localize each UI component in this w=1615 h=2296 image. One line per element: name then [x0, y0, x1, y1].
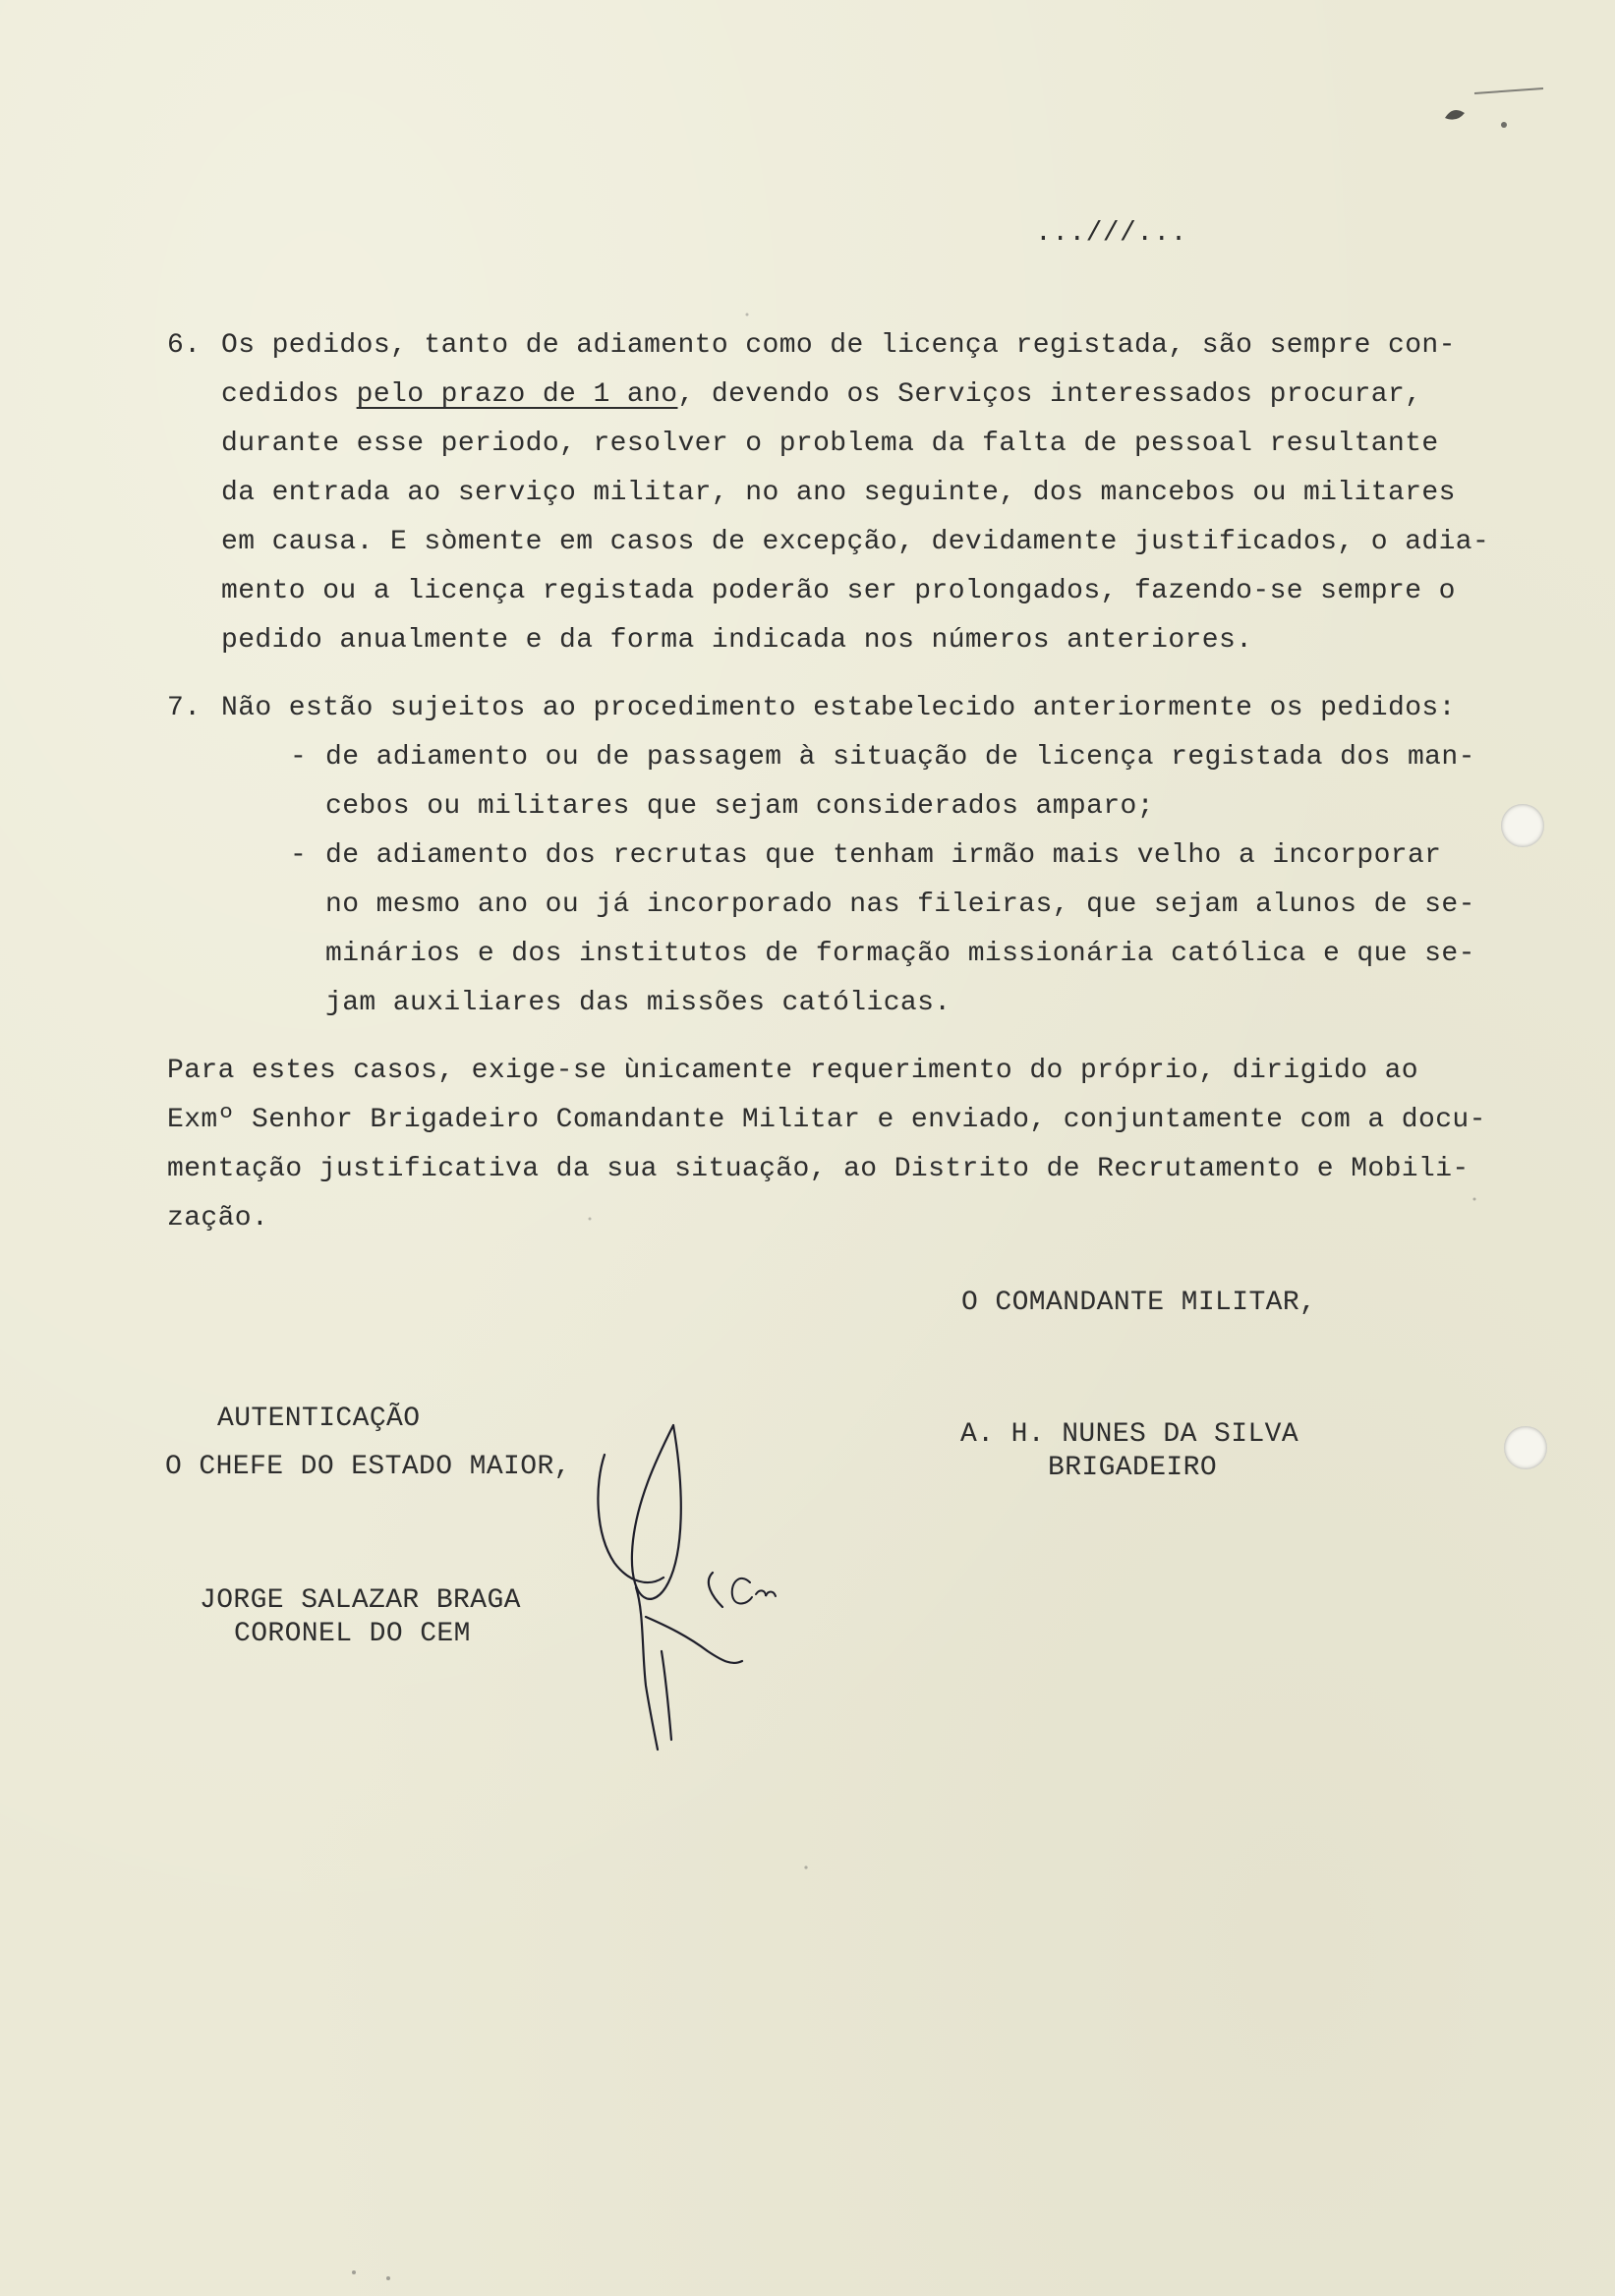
item-6-line-6: mento ou a licença registada poderão ser prolongados, fazendo-se sempre o — [221, 576, 1456, 606]
item-7-number: 7. — [167, 693, 202, 723]
closing-line-2: Exmº Senhor Brigadeiro Comandante Militar e enviado, conjuntamente com a docu- — [167, 1105, 1486, 1135]
item-6-line-5: em causa. E sòmente em casos de excepção, devidamente justificados, o adia- — [221, 527, 1490, 557]
chief-of-staff-name: JORGE SALAZAR BRAGA — [200, 1585, 521, 1616]
item-6-line-2-suffix: , devendo os Serviços interessados procurar, — [677, 379, 1422, 410]
item-6-line-7: pedido anualmente e da forma indicada nos números anteriores. — [221, 625, 1253, 656]
continuation-mark: ...///... — [1035, 218, 1187, 249]
chief-of-staff-role: O CHEFE DO ESTADO MAIOR, — [165, 1452, 571, 1482]
item-7-intro: Não estão sujeitos ao procedimento estabelecido anteriormente os pedidos: — [221, 693, 1456, 723]
item-6-line-3: durante esse periodo, resolver o problema da falta de pessoal resultante — [221, 429, 1439, 459]
closing-line-1: Para estes casos, exige-se ùnicamente requerimento do próprio, dirigido ao — [167, 1056, 1419, 1086]
bullet-2-line-1: de adiamento dos recrutas que tenham irmão mais velho a incorporar — [325, 840, 1442, 871]
commander-name: A. H. NUNES DA SILVA — [960, 1419, 1299, 1450]
chief-of-staff-rank: CORONEL DO CEM — [234, 1619, 471, 1649]
bullet-1-dash: - — [290, 742, 308, 773]
bullet-1-line-1: de adiamento ou de passagem à situação de licença registada dos man- — [325, 742, 1475, 773]
commander-title: O COMANDANTE MILITAR, — [961, 1288, 1317, 1318]
bullet-1-line-2: cebos ou militares que sejam considerados amparo; — [325, 791, 1154, 822]
deadline-underlined: pelo prazo de 1 ano — [356, 379, 678, 410]
bullet-2-line-2: no mesmo ano ou já incorporado nas fileiras, que sejam alunos de se- — [325, 890, 1475, 920]
item-6-line-4: da entrada ao serviço militar, no ano seguinte, dos mancebos ou militares — [221, 478, 1456, 508]
item-6-line-2-prefix: cedidos — [221, 379, 357, 410]
item-6-line-1: Os pedidos, tanto de adiamento como de licença registada, são sempre con- — [221, 330, 1456, 361]
commander-rank: BRIGADEIRO — [1048, 1453, 1218, 1483]
authentication-heading: AUTENTICAÇÃO — [217, 1404, 421, 1434]
bullet-2-line-3: minários e dos institutos de formação missionária católica e que se- — [325, 939, 1475, 969]
bullet-2-line-4: jam auxiliares das missões católicas. — [325, 988, 952, 1018]
bullet-2-dash: - — [290, 840, 308, 871]
item-6-number: 6. — [167, 330, 202, 361]
closing-line-4: zação. — [167, 1203, 269, 1234]
closing-line-3: mentação justificativa da sua situação, ao Distrito de Recrutamento e Mobili- — [167, 1154, 1470, 1184]
